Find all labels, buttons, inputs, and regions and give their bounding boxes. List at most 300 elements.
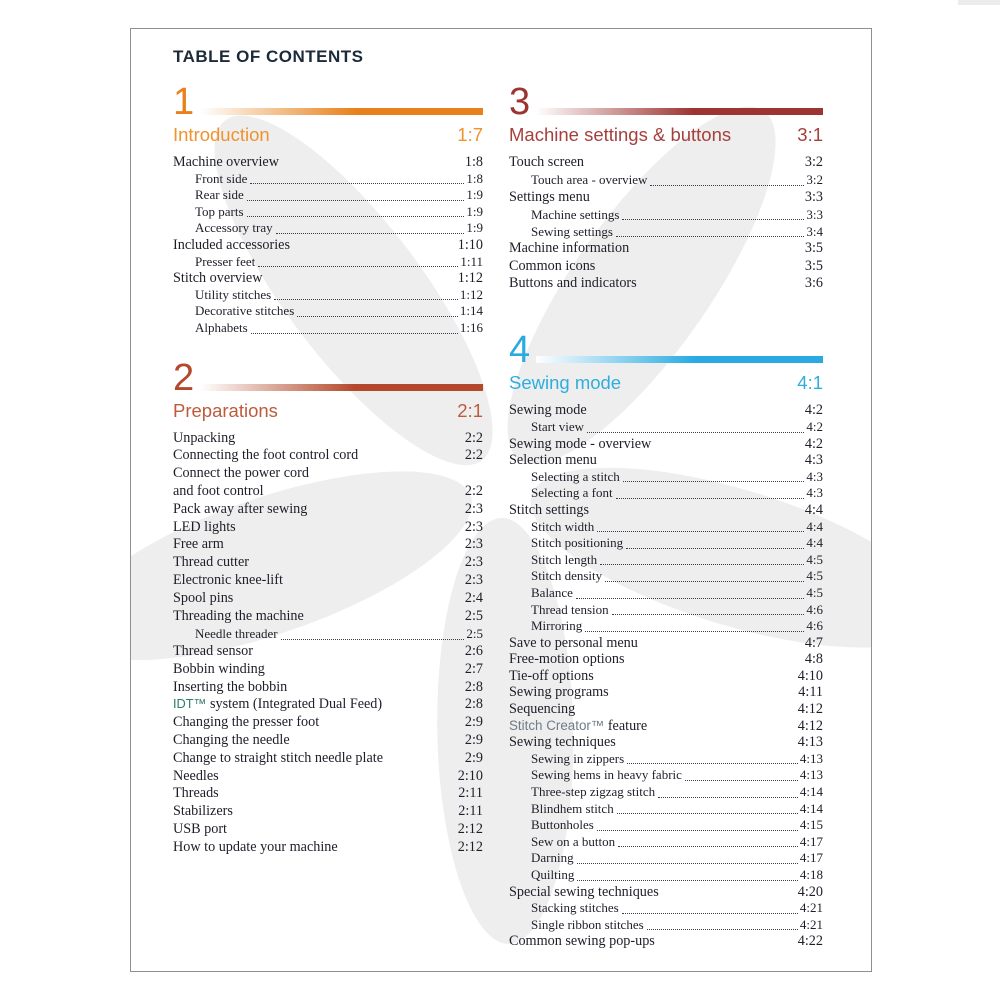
toc-entry-page: 2:8 — [464, 678, 483, 695]
dotted-leader — [597, 830, 798, 831]
toc-entry-label: Alphabets — [195, 319, 248, 335]
toc-entry — [509, 469, 823, 486]
section-gradient-bar — [200, 108, 483, 115]
toc-entry-page: 4:6 — [806, 601, 823, 617]
toc-entry-page: 4:17 — [799, 850, 823, 866]
toc-section-1 — [173, 81, 483, 337]
dotted-leader — [622, 219, 804, 220]
toc-entry-page: 4:11 — [798, 684, 823, 701]
manual-page — [130, 28, 872, 972]
toc-entry-page: 4:13 — [799, 767, 823, 783]
toc-entry-page: 4:8 — [804, 651, 823, 668]
section-page-number: 2:1 — [457, 399, 483, 421]
dotted-leader — [247, 216, 465, 217]
toc-entry-label: Connecting the foot control cord — [173, 447, 359, 464]
toc-entry-label: and foot control — [173, 482, 264, 499]
toc-entry — [509, 223, 823, 240]
toc-entry-label: Stitch overview — [173, 270, 263, 287]
toc-entry-page: 4:14 — [799, 800, 823, 816]
toc-entry-page: 3:4 — [806, 224, 823, 240]
toc-entry-label: LED lights — [173, 518, 236, 535]
toc-entry — [509, 452, 823, 469]
toc-entry-page: 4:10 — [797, 667, 823, 684]
toc-entry — [173, 501, 483, 519]
toc-entry-label: Buttons and indicators — [509, 275, 637, 292]
toc-entry — [173, 154, 483, 171]
section-page-number: 1:7 — [457, 124, 483, 145]
toc-entry — [509, 240, 823, 257]
dotted-leader — [612, 614, 805, 615]
section-title-row — [173, 124, 483, 146]
toc-entry-label: Machine settings — [531, 206, 620, 222]
toc-entry-page: 2:3 — [464, 536, 483, 553]
toc-entry-label: Special sewing techniques — [509, 883, 659, 900]
toc-entry — [173, 254, 483, 271]
toc-entry — [173, 430, 483, 448]
toc-entry-label: Threading the machine — [173, 607, 304, 624]
toc-entry-page: 3:5 — [804, 240, 823, 257]
toc-entry — [173, 590, 483, 608]
section-page-number: 3:1 — [797, 124, 823, 145]
toc-entry-label: Selection menu — [509, 452, 597, 469]
toc-entry-page: 2:12 — [457, 821, 483, 838]
toc-entry — [509, 535, 823, 552]
toc-entry — [173, 696, 483, 714]
toc-entry-label: Connect the power cord — [173, 465, 309, 482]
dotted-leader — [600, 564, 804, 565]
toc-entry-label: Electronic knee-lift — [173, 571, 283, 588]
toc-entry — [509, 900, 823, 917]
toc-entry — [173, 204, 483, 221]
toc-entry-page: 2:10 — [457, 767, 483, 784]
toc-entry — [509, 568, 823, 585]
toc-entry — [173, 320, 483, 337]
dotted-leader — [616, 236, 804, 237]
toc-entry-label: Presser feet — [195, 253, 256, 269]
toc-entry — [173, 287, 483, 304]
section-title-row — [509, 124, 823, 146]
toc-entry-page: 2:3 — [464, 500, 483, 517]
toc-entry-page: 2:11 — [458, 785, 483, 802]
dotted-leader — [658, 797, 798, 798]
section-page-number: 4:1 — [797, 372, 823, 394]
toc-entry — [509, 602, 823, 619]
toc-entry — [173, 643, 483, 661]
toc-entry-label: Common sewing pop-ups — [509, 933, 655, 950]
section-gradient-bar — [536, 108, 823, 115]
toc-entry — [509, 850, 823, 867]
dotted-leader — [577, 863, 798, 864]
toc-entry-label: Blindhem stitch — [531, 800, 614, 816]
toc-column-right — [509, 29, 823, 950]
dotted-leader — [281, 639, 465, 640]
toc-entry-page: 4:12 — [797, 717, 823, 734]
toc-entry-label: Needles — [173, 767, 219, 784]
toc-entry-page: 1:10 — [457, 236, 483, 253]
toc-entry-page: 4:2 — [806, 418, 823, 434]
toc-entry — [509, 552, 823, 569]
dotted-leader — [623, 481, 805, 482]
toc-entry — [173, 554, 483, 572]
toc-entry — [173, 270, 483, 287]
toc-entry — [173, 465, 483, 483]
toc-entry-label-text: feature — [604, 717, 648, 734]
toc-entry-page: 4:5 — [806, 584, 823, 600]
toc-entry — [173, 572, 483, 590]
dotted-leader — [627, 763, 798, 764]
toc-entry-page: 4:17 — [799, 833, 823, 849]
toc-entry — [173, 303, 483, 320]
dotted-leader — [251, 333, 458, 334]
toc-entry-page: 2:9 — [464, 714, 483, 731]
toc-entry — [509, 817, 823, 834]
toc-entry-page: 3:3 — [806, 206, 823, 222]
toc-entry-page: 4:13 — [799, 750, 823, 766]
dotted-leader — [250, 183, 464, 184]
dotted-leader — [616, 498, 805, 499]
toc-entry-label: Sewing in zippers — [531, 750, 625, 766]
toc-entry — [509, 884, 823, 901]
toc-entry-page: 4:5 — [806, 568, 823, 584]
toc-entry-label: Save to personal menu — [509, 634, 638, 651]
section-header — [173, 81, 483, 123]
dotted-leader — [585, 631, 804, 632]
toc-entry — [173, 768, 483, 786]
toc-entry — [173, 187, 483, 204]
toc-entry-label: Changing the needle — [173, 732, 290, 749]
toc-entry-label — [173, 695, 382, 714]
dotted-leader — [622, 913, 798, 914]
toc-entry — [173, 732, 483, 750]
toc-entry — [173, 608, 483, 626]
toc-entry-label: Settings menu — [509, 188, 590, 205]
toc-entry — [509, 275, 823, 292]
toc-entry — [509, 585, 823, 602]
toc-entry-label: Thread cutter — [173, 554, 250, 571]
toc-entry-page: 4:3 — [806, 468, 823, 484]
toc-entry — [509, 718, 823, 735]
toc-entry-page: 2:4 — [464, 589, 483, 606]
section-header — [509, 81, 823, 123]
toc-entry — [173, 447, 483, 465]
toc-entry — [509, 801, 823, 818]
section-number: 1 — [173, 81, 195, 123]
toc-column-left — [173, 29, 483, 857]
toc-entry — [509, 684, 823, 701]
dotted-leader — [685, 780, 798, 781]
toc-entry-page: 4:21 — [799, 916, 823, 932]
toc-entry-label: Front side — [195, 170, 248, 186]
section-entry-list — [173, 430, 483, 857]
section-title: Sewing mode — [509, 372, 622, 394]
toc-entry — [509, 154, 823, 171]
toc-entry — [509, 751, 823, 768]
toc-entry-page: 2:6 — [464, 643, 483, 660]
toc-entry-page: 1:8 — [466, 170, 483, 186]
toc-section-4 — [509, 329, 823, 950]
toc-entry-page: 4:4 — [806, 518, 823, 534]
toc-entry-page: 2:5 — [466, 626, 483, 642]
dotted-leader — [577, 880, 798, 881]
toc-entry-page: 1:16 — [459, 319, 483, 335]
section-title: Introduction — [173, 124, 270, 145]
toc-entry-label: Thread tension — [531, 601, 609, 617]
toc-entry — [509, 502, 823, 519]
toc-entry-page: 4:2 — [804, 435, 823, 452]
toc-entry — [509, 867, 823, 884]
section-entry-list — [173, 154, 483, 337]
toc-entry-page: 1:8 — [464, 154, 483, 170]
toc-entry-label-text: system (Integrated Dual Feed) — [206, 696, 383, 713]
section-number: 4 — [509, 329, 531, 372]
section-gradient-bar — [200, 384, 483, 391]
toc-entry-page: 4:18 — [799, 867, 823, 882]
toc-entry-label: Common icons — [509, 257, 596, 274]
toc-entry-label: Spool pins — [173, 589, 234, 606]
toc-entry — [509, 734, 823, 751]
toc-entry — [509, 767, 823, 784]
dotted-leader — [587, 432, 804, 433]
toc-entry-page: 3:2 — [804, 154, 823, 170]
toc-entry — [173, 519, 483, 537]
toc-entry-label: Utility stitches — [195, 286, 272, 302]
toc-entry-label: Sewing techniques — [509, 734, 616, 751]
toc-entry — [173, 679, 483, 697]
section-header — [173, 356, 483, 399]
toc-entry-label: Touch screen — [509, 154, 585, 170]
idt-trademark-text: IDT™ — [173, 696, 207, 712]
dotted-leader — [274, 299, 458, 300]
creator-trademark-text: Stitch Creator™ — [509, 717, 605, 733]
section-title-row — [509, 372, 823, 394]
toc-entry-label: Sequencing — [509, 701, 576, 718]
toc-entry-label: Changing the presser foot — [173, 714, 320, 731]
toc-entry — [173, 839, 483, 857]
toc-entry — [509, 651, 823, 668]
toc-entry-page: 2:7 — [464, 660, 483, 677]
toc-entry-label: Tie-off options — [509, 667, 594, 684]
section-gradient-bar — [536, 356, 823, 363]
toc-entry-label: Sewing mode - overview — [509, 435, 652, 452]
toc-entry-label: Three-step zigzag stitch — [531, 784, 656, 800]
toc-entry-page: 4:14 — [799, 784, 823, 800]
toc-entry-page: 4:2 — [804, 402, 823, 419]
section-title: Preparations — [173, 399, 278, 421]
toc-entry-label: Decorative stitches — [195, 303, 295, 319]
toc-entry — [509, 258, 823, 275]
toc-entry — [509, 635, 823, 652]
toc-entry-label — [509, 718, 647, 735]
toc-entry-page: 1:9 — [466, 220, 483, 236]
toc-entry-label: Single ribbon stitches — [531, 916, 644, 932]
toc-entry — [509, 701, 823, 718]
toc-entry-page: 1:9 — [466, 203, 483, 219]
toc-entry-page: 2:3 — [464, 518, 483, 535]
page-title: TABLE OF CONTENTS — [173, 47, 364, 66]
toc-entry-page: 3:3 — [804, 188, 823, 205]
toc-entry — [509, 189, 823, 206]
toc-entry — [173, 625, 483, 643]
toc-entry — [509, 485, 823, 502]
section-number: 3 — [509, 81, 531, 123]
toc-entry-label: Quilting — [531, 867, 575, 882]
toc-entry-page: 2:9 — [464, 749, 483, 766]
toc-entry-label: Unpacking — [173, 429, 236, 446]
toc-entry-label: Selecting a font — [531, 485, 613, 501]
dotted-leader — [597, 531, 804, 532]
toc-entry — [173, 237, 483, 254]
toc-entry-label: Stitch settings — [509, 501, 590, 518]
toc-entry — [173, 536, 483, 554]
toc-entry-page: 3:2 — [806, 172, 823, 188]
toc-entry — [173, 803, 483, 821]
toc-entry-page: 3:6 — [804, 275, 823, 292]
dotted-leader — [247, 200, 465, 201]
toc-section-2 — [173, 356, 483, 857]
toc-entry-page: 2:5 — [464, 607, 483, 624]
toc-entry-label: Darning — [531, 850, 574, 866]
toc-entry-label: USB port — [173, 821, 227, 838]
toc-entry — [509, 917, 823, 934]
toc-entry-page: 4:22 — [797, 933, 823, 950]
toc-entry — [509, 419, 823, 436]
dotted-leader — [576, 598, 805, 599]
toc-entry-page: 4:4 — [806, 535, 823, 551]
toc-entry-label: Sewing mode — [509, 402, 587, 419]
toc-entry-page: 4:6 — [806, 618, 823, 634]
dotted-leader — [297, 316, 458, 317]
toc-entry — [173, 750, 483, 768]
toc-entry-page: 1:14 — [459, 303, 483, 319]
toc-entry-label: Start view — [531, 418, 585, 434]
toc-entry-page: 4:21 — [799, 900, 823, 916]
toc-entry-label: Free arm — [173, 536, 224, 553]
toc-entry-label: How to update your machine — [173, 838, 338, 855]
toc-entry-label: Sew on a button — [531, 833, 616, 849]
toc-entry-page: 4:12 — [797, 701, 823, 718]
toc-entry-page: 2:11 — [458, 803, 483, 820]
toc-entry-page: 2:3 — [464, 554, 483, 571]
section-entry-list — [509, 402, 823, 950]
toc-entry — [173, 714, 483, 732]
toc-entry — [173, 821, 483, 839]
toc-entry-page: 4:13 — [797, 734, 823, 751]
dotted-leader — [276, 233, 465, 234]
toc-entry — [509, 206, 823, 223]
dotted-leader — [618, 846, 798, 847]
toc-entry-page: 4:7 — [804, 634, 823, 651]
toc-entry-page: 4:20 — [797, 883, 823, 900]
toc-entry-page: 1:12 — [457, 270, 483, 287]
toc-entry — [173, 483, 483, 501]
toc-entry-label: Accessory tray — [195, 220, 273, 236]
dotted-leader — [650, 185, 804, 186]
toc-entry-label: Stitch positioning — [531, 535, 624, 551]
toc-entry-label: Thread sensor — [173, 643, 253, 660]
toc-entry-label: Threads — [173, 785, 219, 802]
toc-entry-page: 2:9 — [464, 732, 483, 749]
toc-entry — [509, 171, 823, 188]
section-number: 2 — [173, 356, 195, 399]
toc-entry-page: 2:8 — [464, 696, 483, 713]
toc-entry-page: 2:3 — [464, 571, 483, 588]
toc-entry-label: Touch area - overview — [531, 172, 648, 188]
toc-entry-page: 3:5 — [804, 257, 823, 274]
toc-entry-page: 4:4 — [804, 501, 823, 518]
toc-entry — [509, 402, 823, 419]
toc-entry-label: Rear side — [195, 187, 244, 203]
toc-entry-page: 4:3 — [806, 485, 823, 501]
section-entry-list — [509, 154, 823, 292]
toc-entry-label: Mirroring — [531, 618, 583, 634]
toc-entry — [173, 661, 483, 679]
toc-entry-page: 2:2 — [464, 482, 483, 499]
toc-entry-label: Stabilizers — [173, 803, 233, 820]
dotted-leader — [605, 581, 804, 582]
toc-entry-label: Inserting the bobbin — [173, 678, 288, 695]
toc-entry-page: 2:12 — [457, 838, 483, 855]
toc-entry — [509, 519, 823, 536]
toc-entry-label: Selecting a stitch — [531, 468, 620, 484]
toc-entry-page: 4:15 — [799, 817, 823, 833]
toc-entry — [173, 785, 483, 803]
toc-entry-label: Machine overview — [173, 154, 279, 170]
scan-edge-artifact — [958, 0, 1000, 5]
toc-entry — [173, 220, 483, 237]
toc-entry-page: 2:2 — [464, 447, 483, 464]
toc-entry-page: 4:3 — [804, 452, 823, 469]
toc-entry — [509, 668, 823, 685]
toc-entry-page: 1:11 — [460, 253, 483, 269]
toc-entry — [509, 618, 823, 635]
toc-entry-label: Sewing hems in heavy fabric — [531, 767, 682, 783]
toc-entry-label: Top parts — [195, 203, 244, 219]
section-title-row — [173, 400, 483, 422]
toc-entry-page: 2:2 — [464, 429, 483, 446]
toc-entry-label: Balance — [531, 584, 573, 600]
toc-entry-label: Bobbin winding — [173, 660, 265, 677]
toc-entry-label: Pack away after sewing — [173, 500, 308, 517]
toc-entry-page: 1:9 — [466, 187, 483, 203]
toc-entry-label: Stacking stitches — [531, 900, 619, 916]
dotted-leader — [617, 813, 798, 814]
toc-entry-label: Stitch width — [531, 518, 595, 534]
toc-entry-label: Needle threader — [195, 626, 278, 642]
toc-entry — [509, 933, 823, 950]
toc-entry — [173, 171, 483, 188]
toc-entry-label: Stitch density — [531, 568, 603, 584]
toc-entry-label: Buttonholes — [531, 817, 594, 833]
toc-entry — [509, 784, 823, 801]
dotted-leader — [626, 548, 804, 549]
toc-entry-page: 4:5 — [806, 551, 823, 567]
toc-entry-label: Change to straight stitch needle plate — [173, 749, 383, 766]
dotted-leader — [258, 266, 458, 267]
section-header — [509, 329, 823, 372]
toc-entry-label: Free-motion options — [509, 651, 625, 668]
toc-entry-label: Stitch length — [531, 551, 598, 567]
toc-entry — [509, 834, 823, 851]
toc-entry-label: Sewing programs — [509, 684, 609, 701]
toc-entry-page: 1:12 — [459, 286, 483, 302]
section-title: Machine settings & buttons — [509, 124, 732, 145]
toc-entry — [509, 436, 823, 453]
toc-entry-label: Sewing settings — [531, 224, 613, 240]
toc-entry-label: Included accessories — [173, 236, 290, 253]
toc-section-3 — [509, 81, 823, 292]
toc-entry-label: Machine information — [509, 240, 630, 257]
dotted-leader — [647, 929, 798, 930]
